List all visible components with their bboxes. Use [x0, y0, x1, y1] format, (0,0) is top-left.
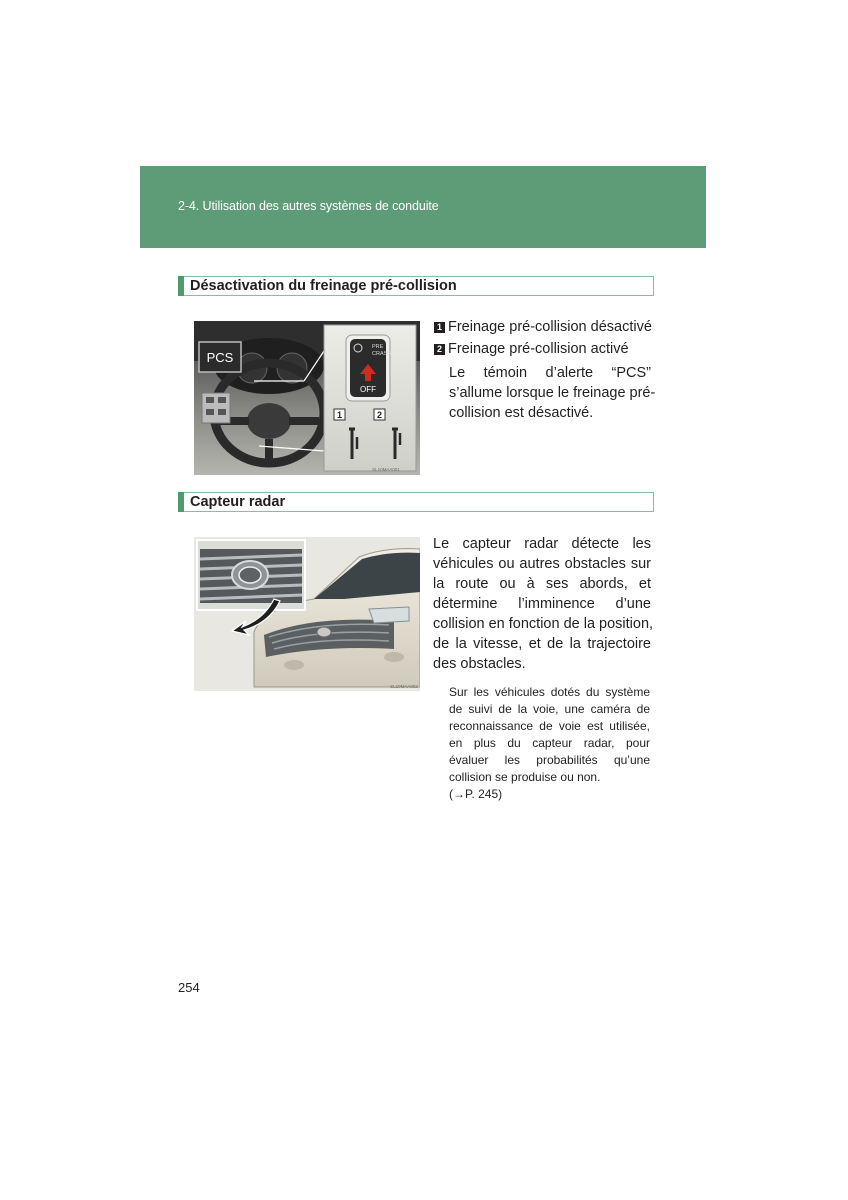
pcs-badge-text: PCS — [206, 350, 234, 365]
section-accent — [178, 276, 184, 296]
text-line: de la vitesse, et de la trajectoire — [433, 636, 651, 652]
note-line: de suivi de la voie, une caméra de — [449, 702, 650, 716]
note-line: en plus du capteur radar, pour — [449, 736, 650, 750]
car-front-illustration — [194, 537, 420, 691]
text-line: la route ou à ses abords, et — [433, 576, 651, 592]
item-text: Freinage pré-collision activé — [448, 341, 629, 357]
pcs-switch-figure — [194, 321, 420, 475]
text-line: Le capteur radar détecte les — [433, 536, 651, 552]
dashboard-illustration — [194, 321, 420, 475]
chapter-title: 2-4. Utilisation des autres systèmes de conduite — [178, 199, 439, 213]
header-band — [140, 166, 706, 248]
page-reference-link[interactable]: (→P. 245) — [449, 787, 503, 801]
figure-code: SL10MAA002 — [390, 684, 418, 689]
note-line: Sur les véhicules dotés du système — [449, 685, 650, 699]
radar-sensor-figure — [194, 537, 420, 691]
list-item — [434, 341, 629, 357]
note-line: reconnaissance de voie est utilisée, — [449, 719, 650, 733]
section-accent — [178, 492, 184, 512]
page-number: 254 — [178, 980, 200, 995]
item-number-badge: 1 — [434, 322, 445, 333]
text-line: Le témoin d’alerte “PCS” — [449, 365, 651, 381]
pcs-description — [449, 363, 656, 423]
text-line: s’allume lorsque le freinage pré- — [449, 385, 656, 401]
marker-1: 1 — [336, 410, 343, 420]
switch-text-off: OFF — [360, 385, 376, 394]
section-heading-pcs-off — [178, 276, 654, 296]
figure-code: SL10MAA001 — [372, 467, 400, 472]
switch-text-crash: CRASH — [372, 351, 392, 357]
text-line: détermine l’imminence d’une — [433, 596, 651, 612]
lane-keeping-note — [449, 684, 650, 803]
marker-2: 2 — [376, 410, 383, 420]
item-text: Freinage pré-collision désactivé — [448, 319, 652, 335]
text-line: collision est désactivé. — [449, 405, 594, 421]
item-number-badge: 2 — [434, 344, 445, 355]
section-title: Capteur radar — [190, 494, 286, 510]
text-line: des obstacles. — [433, 656, 526, 672]
section-title: Désactivation du freinage pré-collision — [190, 278, 457, 294]
text-line: véhicules ou autres obstacles sur — [433, 556, 651, 572]
note-line: évaluer les probabilités qu’une — [449, 753, 650, 767]
switch-text-pre: PRE — [372, 344, 384, 350]
radar-description — [433, 534, 654, 674]
list-item — [434, 319, 652, 335]
section-heading-radar — [178, 492, 654, 512]
note-line: collision se produise ou non. — [449, 770, 601, 784]
text-line: collision en fonction de la position, — [433, 616, 654, 632]
